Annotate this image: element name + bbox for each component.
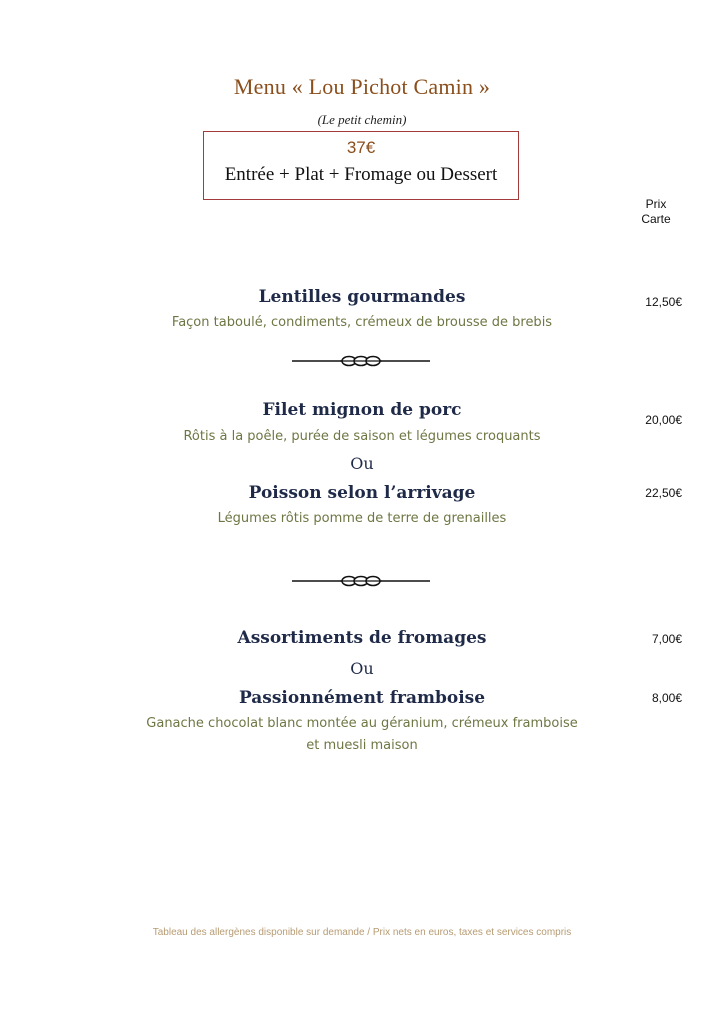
formula-description: Entrée + Plat + Fromage ou Dessert <box>224 164 498 185</box>
menu-subtitle: (Le petit chemin) <box>317 112 407 127</box>
allergen-footer-note: Tableau des allergènes disponible sur demande / Prix nets en euros, taxes et services compris <box>152 927 572 938</box>
dessert-price: 8,00€ <box>651 691 682 705</box>
dessert-description-line2: et muesli maison <box>306 738 418 753</box>
menu-title: Menu « Lou Pichot Camin » <box>233 74 491 99</box>
desserts-or-label: Ou <box>350 659 374 678</box>
cheese-name: Assortiments de fromages <box>237 628 487 648</box>
dessert-description-line1: Ganache chocolat blanc montée au géranium, crémeux framboise <box>146 716 578 731</box>
starter-description: Façon taboulé, condiments, crémeux de brousse de brebis <box>171 315 553 330</box>
main-dish-pork-description: Rôtis à la poêle, purée de saison et légumes croquants <box>183 429 541 444</box>
formula-box <box>203 131 519 200</box>
starter-price: 12,50€ <box>645 295 682 309</box>
formula-price: 37€ <box>346 138 376 157</box>
starter-name: Lentilles gourmandes <box>258 287 466 307</box>
ornament-divider-icon <box>292 574 430 588</box>
price-column-header <box>628 197 684 227</box>
dessert-name: Passionnément framboise <box>238 688 486 708</box>
main-dish-fish-name: Poisson selon l’arrivage <box>248 483 476 503</box>
price-header-line2: Carte <box>641 212 671 226</box>
price-header-line1: Prix <box>645 197 667 211</box>
cheese-price: 7,00€ <box>651 632 682 646</box>
ornament-divider-icon <box>292 354 430 368</box>
main-dish-fish-description: Légumes rôtis pomme de terre de grenailles <box>217 511 507 526</box>
mains-or-label: Ou <box>350 454 374 473</box>
main-dish-pork-name: Filet mignon de porc <box>262 400 462 420</box>
main-dish-pork-price: 20,00€ <box>645 413 682 427</box>
main-dish-fish-price: 22,50€ <box>645 486 682 500</box>
